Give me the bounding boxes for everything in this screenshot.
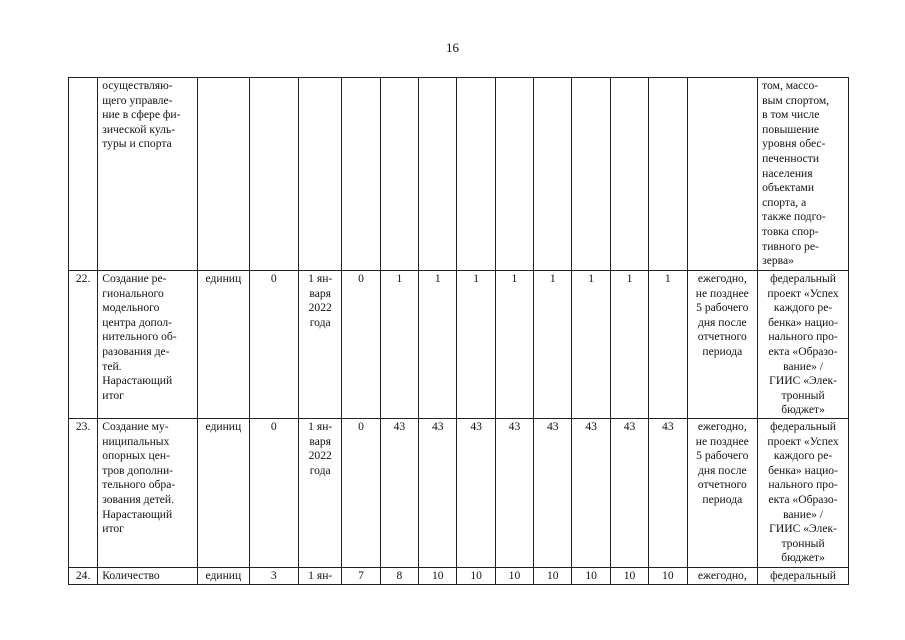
year-value-cell-3 — [419, 78, 457, 271]
year-value-cell-7: 10 — [572, 567, 610, 584]
year-value-cell-7: 43 — [572, 418, 610, 567]
base-value-cell: 3 — [249, 567, 298, 584]
year-value-cell-9: 10 — [649, 567, 687, 584]
year-value-cell-8: 43 — [610, 418, 648, 567]
year-value-cell-9: 43 — [649, 418, 687, 567]
indicator-name-cell: Количество — [98, 567, 198, 584]
year-value-cell-5: 43 — [495, 418, 533, 567]
frequency-cell: ежегодно, — [687, 567, 758, 584]
year-value-cell-1: 0 — [342, 418, 380, 567]
row-number-cell: 23. — [69, 418, 98, 567]
year-value-cell-4: 43 — [457, 418, 495, 567]
indicators-table — [68, 77, 849, 585]
year-value-cell-3: 43 — [419, 418, 457, 567]
base-date-cell — [299, 78, 342, 271]
page-number: 16 — [446, 40, 459, 55]
year-value-cell-4: 10 — [457, 567, 495, 584]
year-value-cell-6: 1 — [534, 271, 572, 419]
year-value-cell-8: 10 — [610, 567, 648, 584]
table-row — [69, 418, 849, 567]
year-value-cell-2: 1 — [380, 271, 418, 419]
unit-cell: единиц — [198, 418, 249, 567]
indicator-name-cell: Создание му- ниципальных опорных цен- тров дополни- тельного обра- зования детей. Нарастающий итог — [98, 418, 198, 567]
source-cell: федеральный проект «Успех каждого ре- бенка» нацио- нального про- екта «Образо- вание» / ГИИС «Элек- тронный бюджет» — [758, 418, 849, 567]
table-row — [69, 271, 849, 419]
row-number-cell: 24. — [69, 567, 98, 584]
year-value-cell-9: 1 — [649, 271, 687, 419]
year-value-cell-7 — [572, 78, 610, 271]
row-number-cell: 22. — [69, 271, 98, 419]
year-value-cell-2: 8 — [380, 567, 418, 584]
year-value-cell-7: 1 — [572, 271, 610, 419]
year-value-cell-2: 43 — [380, 418, 418, 567]
indicator-name-cell: Создание ре- гионального модельного центра допол- нительного об- разования де- тей. Нарастающий итог — [98, 271, 198, 419]
year-value-cell-1: 7 — [342, 567, 380, 584]
indicator-name-cell: осуществляю- щего управле- ние в сфере фи- зической куль- туры и спорта — [98, 78, 198, 271]
year-value-cell-6: 43 — [534, 418, 572, 567]
year-value-cell-4: 1 — [457, 271, 495, 419]
year-value-cell-6: 10 — [534, 567, 572, 584]
base-date-cell: 1 ян- варя 2022 года — [299, 418, 342, 567]
source-cell: федеральный — [758, 567, 849, 584]
year-value-cell-3: 1 — [419, 271, 457, 419]
unit-cell — [198, 78, 249, 271]
frequency-cell: ежегодно, не позднее 5 рабочего дня после отчетного периода — [687, 271, 758, 419]
row-number-cell — [69, 78, 98, 271]
base-value-cell — [249, 78, 298, 271]
year-value-cell-2 — [380, 78, 418, 271]
source-cell: том, массо- вым спортом, в том числе повышение уровня обес- печенности населения объектами спорта, а также подго- товка спор- тивного ре- зерва» — [758, 78, 849, 271]
year-value-cell-5: 10 — [495, 567, 533, 584]
table-row — [69, 78, 849, 271]
source-cell: федеральный проект «Успех каждого ре- бенка» нацио- нального про- екта «Образо- вание» / ГИИС «Элек- тронный бюджет» — [758, 271, 849, 419]
year-value-cell-1: 0 — [342, 271, 380, 419]
year-value-cell-4 — [457, 78, 495, 271]
table-row — [69, 567, 849, 584]
year-value-cell-3: 10 — [419, 567, 457, 584]
year-value-cell-8 — [610, 78, 648, 271]
base-value-cell: 0 — [249, 271, 298, 419]
year-value-cell-8: 1 — [610, 271, 648, 419]
year-value-cell-9 — [649, 78, 687, 271]
year-value-cell-5 — [495, 78, 533, 271]
base-value-cell: 0 — [249, 418, 298, 567]
frequency-cell — [687, 78, 758, 271]
frequency-cell: ежегодно, не позднее 5 рабочего дня после отчетного периода — [687, 418, 758, 567]
unit-cell: единиц — [198, 567, 249, 584]
base-date-cell: 1 ян- — [299, 567, 342, 584]
year-value-cell-6 — [534, 78, 572, 271]
year-value-cell-1 — [342, 78, 380, 271]
year-value-cell-5: 1 — [495, 271, 533, 419]
base-date-cell: 1 ян- варя 2022 года — [299, 271, 342, 419]
unit-cell: единиц — [198, 271, 249, 419]
